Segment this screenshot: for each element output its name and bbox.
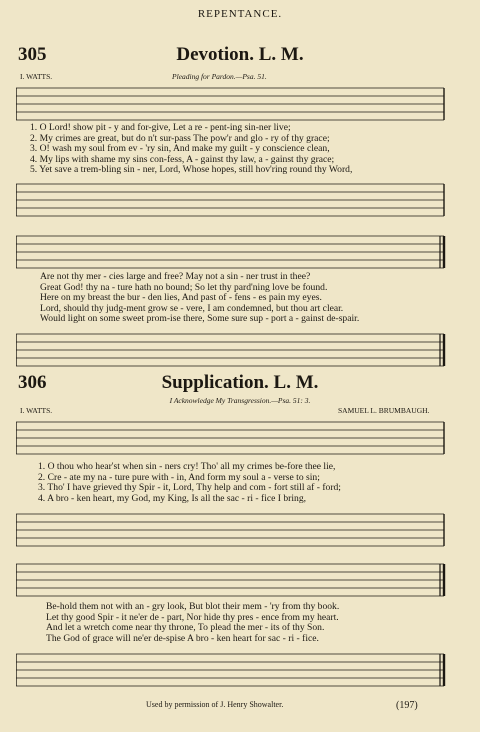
- music-staff-treble: [16, 560, 464, 600]
- hymn-305-subtitle: Pleading for Pardon.—Psa. 51.: [172, 72, 267, 81]
- music-staff-treble: [16, 232, 464, 272]
- lyric-line: 1. O Lord! show pit - y and for-give, Let a re - pent-ing sin-ner live;: [30, 122, 291, 133]
- lyric-line: 2. Cre - ate my na - ture pure with - in, And form my soul a - verse to sin;: [38, 471, 320, 483]
- music-staff-bass: [16, 330, 464, 370]
- lyric-line: Great God! thy na - ture hath no bound; So let thy pard'ning love be found.: [40, 281, 328, 293]
- lyric-line: 1. O thou who hear'st when sin - ners cry! Tho' all my crimes be-fore thee lie,: [38, 461, 336, 472]
- permission-credit: Used by permission of J. Henry Showalter.: [146, 700, 284, 709]
- lyric-line: Let thy good Spir - it ne'er de - part, Nor hide thy pres - ence from my heart.: [46, 611, 339, 623]
- page-number: (197): [396, 700, 418, 711]
- hymn-306-title: Supplication. L. M.: [161, 372, 319, 393]
- hymn-305-verses-a: [30, 123, 352, 176]
- lyric-line: 4. A bro - ken heart, my God, my King, Is all the sac - ri - fice I bring,: [38, 492, 307, 504]
- hymn-305-number: 305: [18, 44, 47, 65]
- music-staff-bass: [16, 650, 464, 690]
- hymn-305-title: Devotion. L. M.: [176, 44, 304, 65]
- music-staff-treble: [16, 418, 464, 458]
- hymn-306-composer: SAMUEL L. BRUMBAUGH.: [338, 406, 430, 415]
- music-staff-treble: [16, 84, 464, 124]
- hymn-306-verses-a: [38, 462, 341, 504]
- lyric-line: Be-hold them not with an - gry look, But blot their mem - 'ry from thy book.: [46, 601, 340, 612]
- music-staff-bass: [16, 510, 464, 550]
- hymn-306-verses-b: [46, 602, 339, 644]
- hymn-305-verses-b: [40, 272, 359, 325]
- lyric-line: And let a wretch come near thy throne, To plead the mer - its of thy Son.: [46, 622, 325, 634]
- hymn-306-author: I. WATTS.: [20, 406, 53, 415]
- hymn-306-number: 306: [18, 372, 47, 393]
- lyric-line: The God of grace will ne'er de-spise A bro - ken heart for sac - ri - fice.: [46, 632, 319, 644]
- hymn-305-author: I. WATTS.: [20, 72, 53, 81]
- lyric-line: 3. Tho' I have grieved thy Spir - it, Lord, Thy help and com - fort still af - ford;: [38, 482, 341, 494]
- lyric-line: 3. O! wash my soul from ev - 'ry sin, And make my guilt - y conscience clean,: [30, 143, 330, 155]
- lyric-line: Would light on some sweet prom-ise there, Some sure sup - port a - gainst de-spair.: [40, 313, 360, 325]
- lyric-line: Are not thy mer - cies large and free? May not a sin - ner trust in thee?: [40, 271, 311, 282]
- running-head: REPENTANCE.: [197, 8, 283, 20]
- hymn-306-subtitle: I Acknowledge My Transgression.—Psa. 51: 3.: [169, 396, 311, 405]
- lyric-line: Here on my breast the bur - den lies, And past of - fens - es pain my eyes.: [40, 292, 322, 304]
- lyric-line: 2. My crimes are great, but do n't sur-pass The pow'r and glo - ry of thy grace;: [30, 132, 330, 144]
- music-staff-bass: [16, 180, 464, 220]
- lyric-line: 5. Yet save a trem-bling sin - ner, Lord, Whose hopes, still hov'ring round thy Word,: [30, 164, 353, 176]
- lyric-line: Lord, should thy judg-ment grow se - vere, I am condemned, but thou art clear.: [40, 302, 344, 314]
- lyric-line: 4. My lips with shame my sins con-fess, A - gainst thy law, a - gainst thy grace;: [30, 153, 335, 165]
